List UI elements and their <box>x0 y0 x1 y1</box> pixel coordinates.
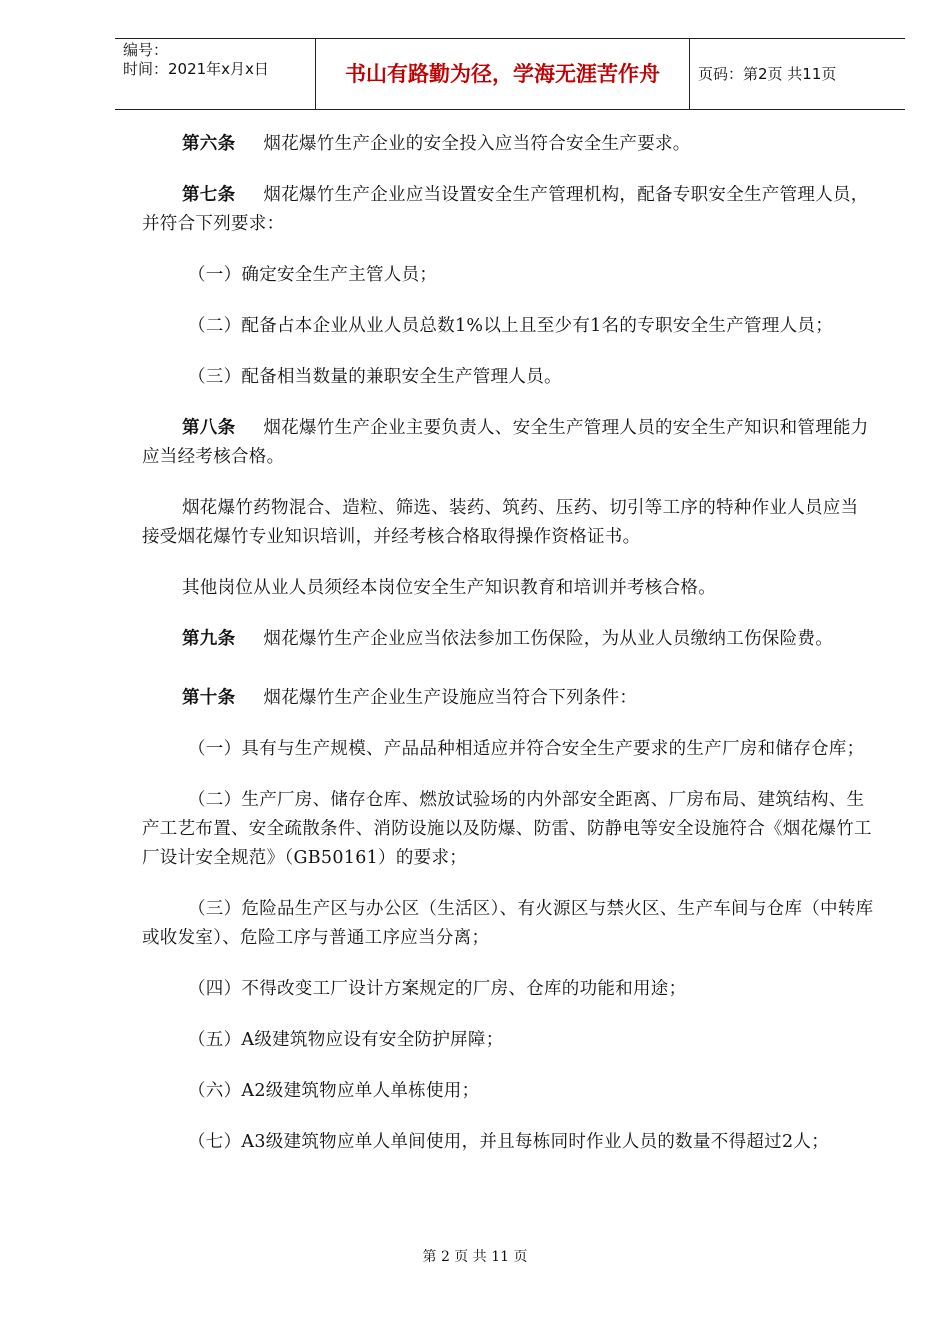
article-10 <box>142 684 874 713</box>
article-10-item-6: （六）A2级建筑物应单人单栋使用； <box>188 1081 480 1101</box>
article-7-text: 烟花爆竹生产企业应当设置安全生产管理机构，配备专职安全生产管理人员，并符合下列要求： <box>142 185 869 234</box>
article-7-item-2: （二）配备占本企业从业人员总数1%以上且至少有1名的专职安全生产管理人员； <box>188 316 833 336</box>
article-10-item-2: （二）生产厂房、储存仓库、燃放试验场的内外部安全距离、厂房布局、建筑结构、生产工艺布置、安全疏散条件、消防设施以及防爆、防雷、防静电等安全设施符合《烟花爆竹工厂设计安全规范》（GB50161）的要求； <box>142 790 872 868</box>
article-7-item-3: （三）配备相当数量的兼职安全生产管理人员。 <box>188 367 562 387</box>
article-10-item-3: （三）危险品生产区与办公区（生活区）、有火源区与禁火区、生产车间与仓库（中转库或收发室）、危险工序与普通工序应当分离； <box>142 899 874 948</box>
article-8-para-2: 烟花爆竹药物混合、造粒、筛选、装药、筑药、压药、切引等工序的特种作业人员应当接受烟花爆竹专业知识培训，并经考核合格取得操作资格证书。 <box>142 498 859 547</box>
article-10-item-7: （七）A3级建筑物应单人单间使用，并且每栋同时作业人员的数量不得超过2人； <box>188 1132 830 1152</box>
article-7 <box>142 181 874 239</box>
article-8 <box>142 414 874 472</box>
article-10-text: 烟花爆竹生产企业生产设施应当符合下列条件： <box>263 688 638 708</box>
document-body <box>142 130 874 1179</box>
article-8-para-3: 其他岗位从业人员须经本岗位安全生产知识教育和培训并考核合格。 <box>182 578 716 598</box>
page-footer: 第 2 页 共 11 页 <box>422 1249 528 1265</box>
article-7-item-1: （一）确定安全生产主管人员； <box>188 265 438 285</box>
article-9-label: 第九条 <box>182 629 236 649</box>
article-10-label: 第十条 <box>182 688 236 708</box>
article-9 <box>142 625 874 654</box>
page-header <box>115 38 905 110</box>
article-9-text: 烟花爆竹生产企业应当依法参加工伤保险，为从业人员缴纳工伤保险费。 <box>263 629 834 649</box>
article-10-item-1: （一）具有与生产规模、产品品种相适应并符合安全生产要求的生产厂房和储存仓库； <box>188 739 865 759</box>
code-label: 编号： <box>123 41 169 59</box>
time-label: 时间：2021年x月x日 <box>123 60 269 78</box>
article-7-label: 第七条 <box>182 185 236 205</box>
article-8-label: 第八条 <box>182 418 236 438</box>
article-8-text: 烟花爆竹生产企业主要负责人、安全生产管理人员的安全生产知识和管理能力应当经考核合格。 <box>142 418 869 467</box>
article-6-text: 烟花爆竹生产企业的安全投入应当符合安全生产要求。 <box>263 134 691 154</box>
article-10-item-5: （五）A级建筑物应设有安全防护屏障； <box>188 1030 504 1050</box>
header-meta <box>115 39 315 109</box>
article-6-label: 第六条 <box>182 134 236 154</box>
article-10-item-4: （四）不得改变工厂设计方案规定的厂房、仓库的功能和用途； <box>188 979 687 999</box>
article-6 <box>142 130 874 159</box>
header-motto: 书山有路勤为径，学海无涯苦作舟 <box>315 39 690 109</box>
header-page-info: 页码：第2页 共11页 <box>698 65 837 83</box>
